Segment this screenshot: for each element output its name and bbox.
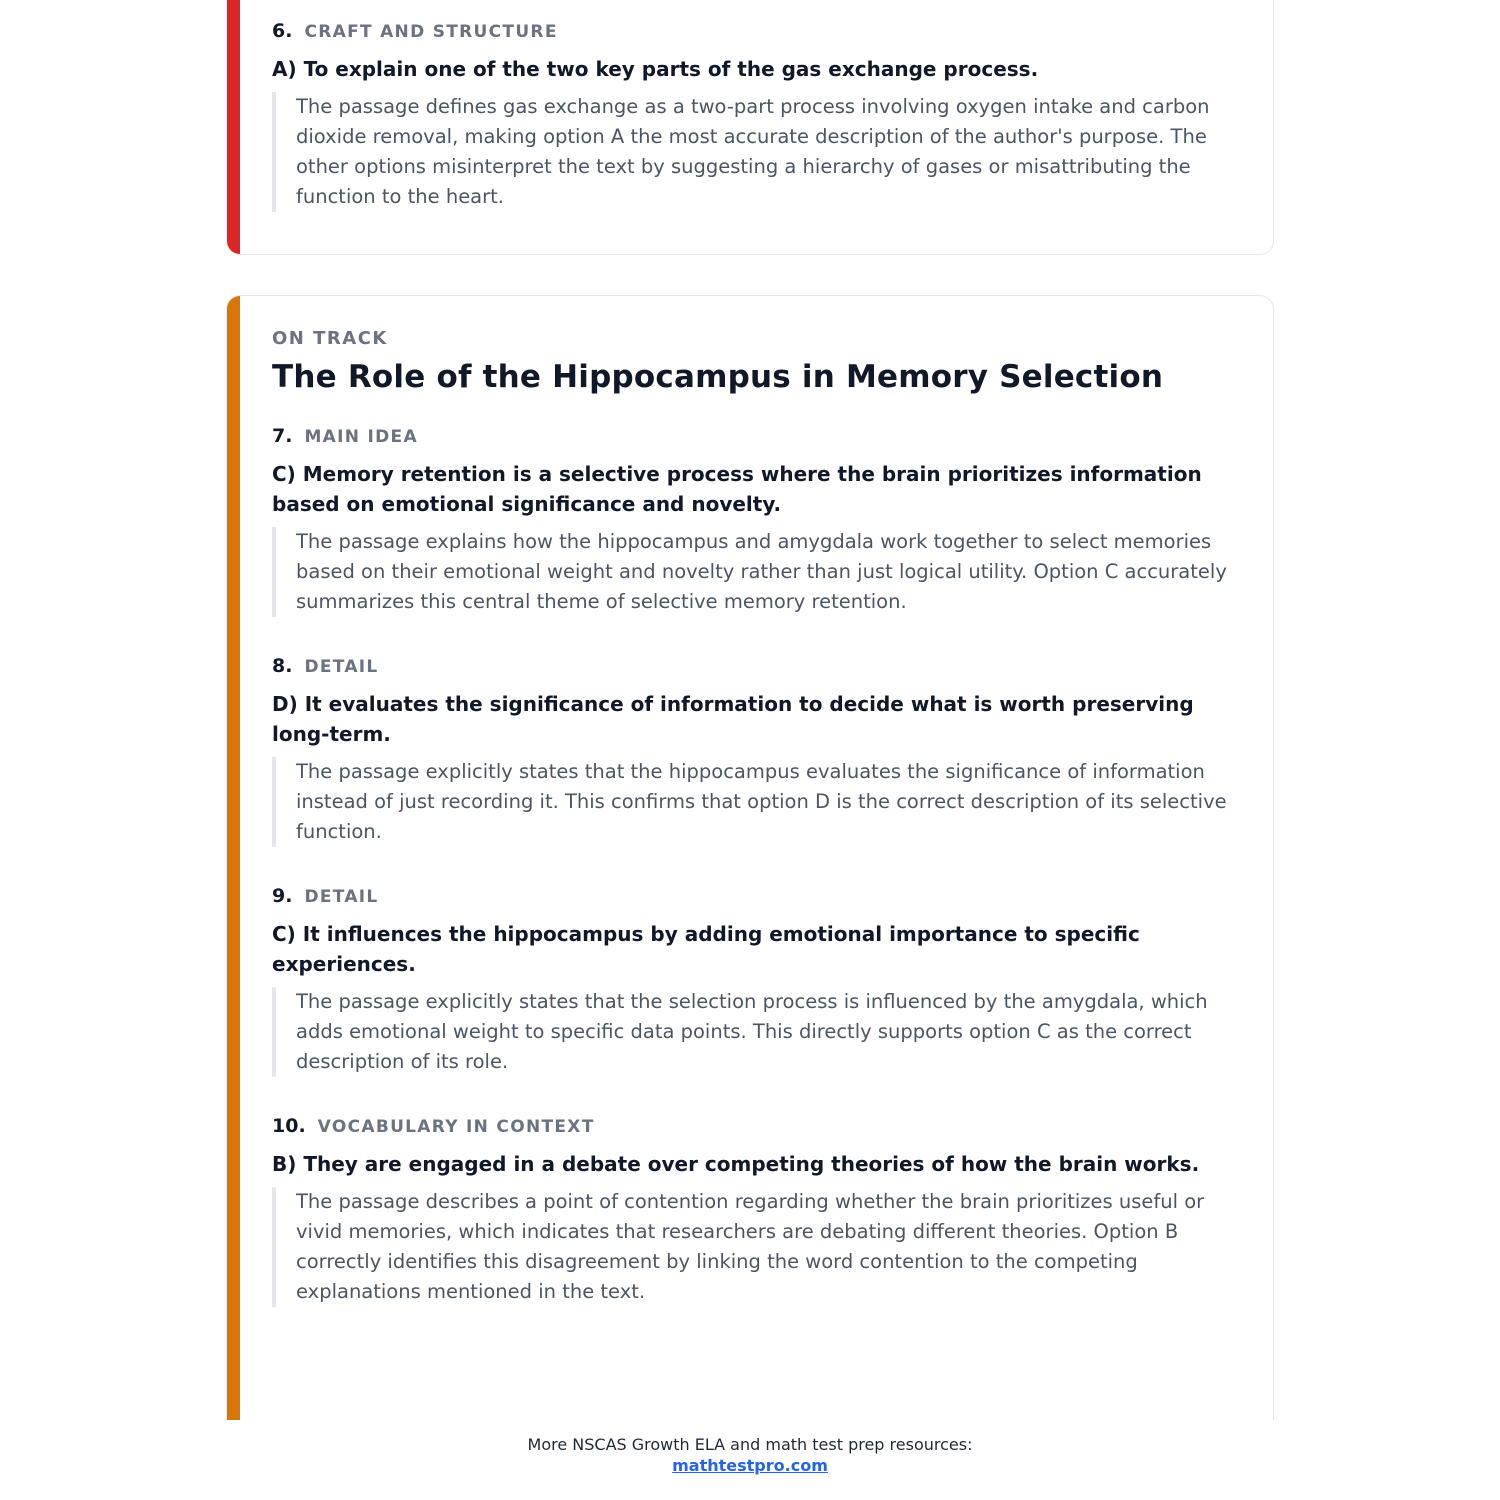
answer-explanation: The passage explains how the hippocampus and amygdala work together to select memories based on their emotional weight and novelty rather than just logical utility. Option C accurately summarizes this central theme of selective memory retention. [272,527,1239,617]
question-item [272,1115,1239,1307]
question-header [272,885,1239,907]
question-category: CRAFT AND STRUCTURE [304,22,558,42]
question-header [272,425,1239,447]
question-number: 7. [272,425,293,447]
question-category: DETAIL [304,887,379,907]
answer-explanation: The passage explicitly states that the hippocampus evaluates the significance of information instead of just recording it. This confirms that option D is the correct description of its selective function. [272,757,1239,847]
correct-answer: D) It evaluates the significance of information to decide what is worth preserving long-term. [272,692,1194,746]
correct-answer: B) They are engaged in a debate over competing theories of how the brain works. [272,1152,1200,1176]
status-label: ON TRACK [272,328,388,349]
question-header [272,20,1239,42]
footer-link[interactable]: mathtestpro.com [672,1456,828,1475]
correct-answer: C) It influences the hippocampus by adding emotional importance to specific experiences. [272,922,1140,976]
correct-answer: C) Memory retention is a selective process where the brain prioritizes information based on emotional significance and novelty. [272,462,1202,516]
question-number: 10. [272,1115,306,1137]
question-category: MAIN IDEA [304,427,418,447]
answer-explanation: The passage defines gas exchange as a two-part process involving oxygen intake and carbon dioxide removal, making option A the most accurate description of the author's purpose. The other options misinterpret the text by suggesting a hierarchy of gases or misattributing the function to the heart. [272,92,1239,212]
question-header [272,655,1239,677]
answer-explanation: The passage describes a point of contention regarding whether the brain prioritizes useful or vivid memories, which indicates that researchers are debating different theories. Option B correctly identifies this disagreement by linking the word contention to the competing explanations mentioned in the text. [272,1187,1239,1307]
card-content [272,328,1239,1345]
question-category: VOCABULARY IN CONTEXT [317,1117,595,1137]
results-card-previous [226,0,1274,255]
question-header [272,1115,1239,1137]
card-content [272,20,1239,250]
status-accent-bar [227,0,240,254]
question-number: 9. [272,885,293,907]
page-footer [0,1434,1500,1476]
question-number: 8. [272,655,293,677]
correct-answer: A) To explain one of the two key parts of the gas exchange process. [272,57,1039,81]
answer-explanation: The passage explicitly states that the selection process is influenced by the amygdala, which adds emotional weight to specific data points. This directly supports option C as the correct description of its role. [272,987,1239,1077]
question-item [272,655,1239,847]
passage-title: The Role of the Hippocampus in Memory Selection [272,359,1164,395]
question-item [272,20,1239,212]
results-card-hippocampus [226,295,1274,1420]
footer-text: More NSCAS Growth ELA and math test prep resources: [527,1435,973,1454]
status-accent-bar [227,296,240,1420]
question-category: DETAIL [304,657,379,677]
question-number: 6. [272,20,293,42]
question-item [272,885,1239,1077]
question-item [272,425,1239,617]
